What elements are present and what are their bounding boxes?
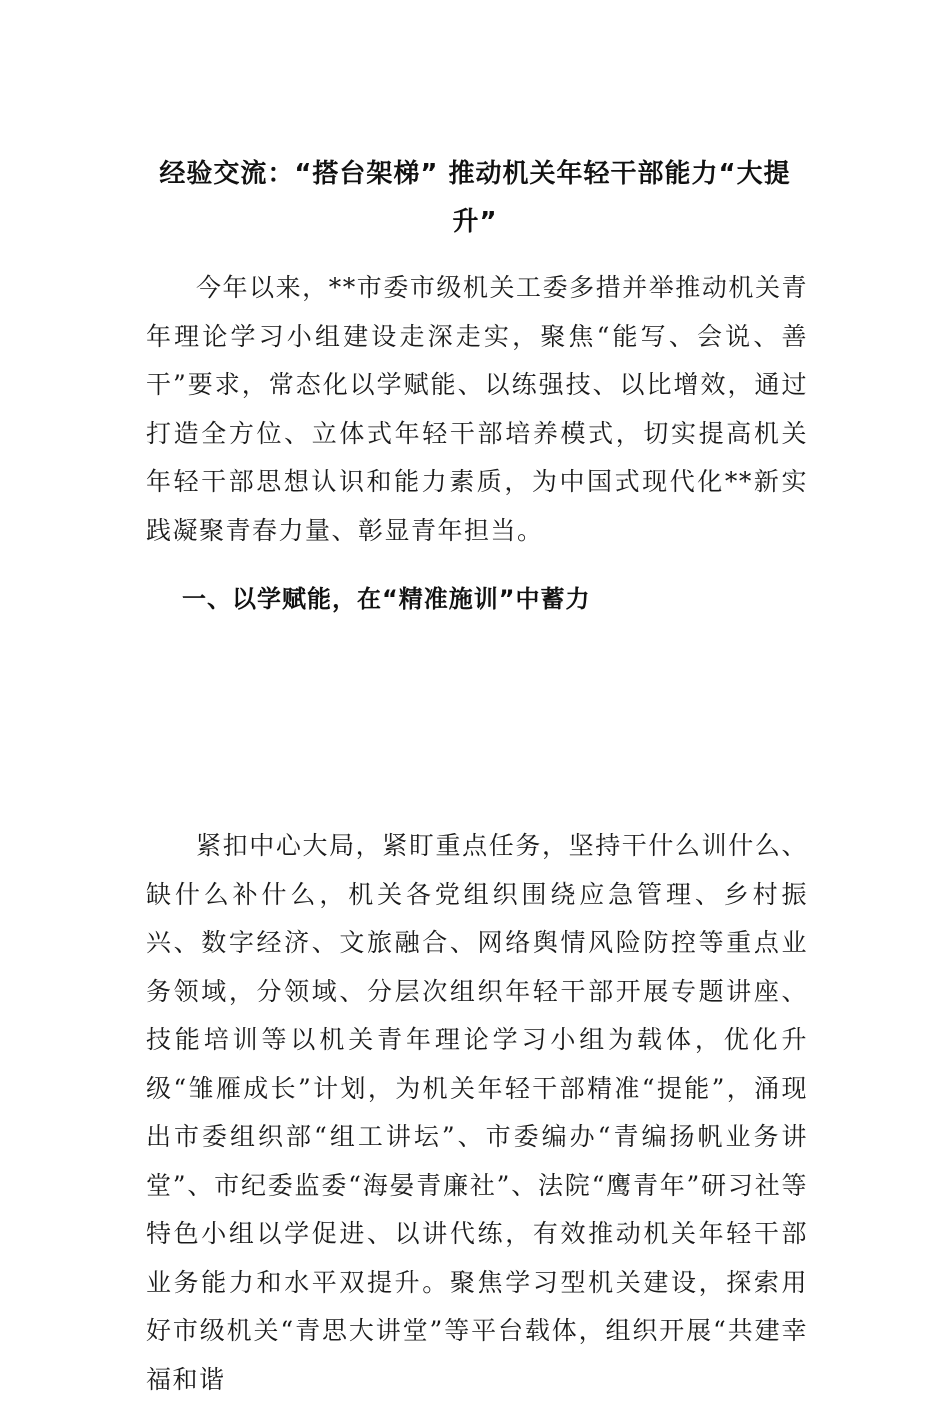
section-heading: 一、以学赋能，在“精准施训”中蓄力 xyxy=(182,585,591,613)
intro-paragraph: 今年以来，**市委市级机关工委多措并举推动机关青年理论学习小组建设走深走实，聚焦“能写、会说、善干”要求，常态化以学赋能、以练强技、以比增效，通过打造全方位、立体式年轻干部培养模式，切实提高机关年轻干部思想认识和能力素质，为中国式现代化**新实践凝聚青春力量、彰显青年担当。 xyxy=(146,273,808,545)
document-title: 经验交流：“搭台架梯” 推动机关年轻干部能力“大提升” xyxy=(159,159,791,237)
body-paragraph: 紧扣中心大局，紧盯重点任务，坚持干什么训什么、缺什么补什么，机关各党组织围绕应急管理、乡村振兴、数字经济、文旅融合、网络舆情风险防控等重点业务领域，分领域、分层次组织年轻干部开展专题讲座、技能培训等以机关青年理论学习小组为载体，优化升级“雏雁成长”计划，为机关年轻干部精准“提能”，涌现出市委组织部“组工讲坛”、市委编办“青编扬帆业务讲堂”、市纪委监委“海晏青廉社”、法院“鹰青年”研习社等特色小组以学促进、以讲代练，有效推动机关年轻干部业务能力和水平双提升。聚焦学习型机关建设，探索用好市级机关“青思大讲堂”等平台载体，组织开展“共建幸福和谐 xyxy=(146,831,808,1394)
